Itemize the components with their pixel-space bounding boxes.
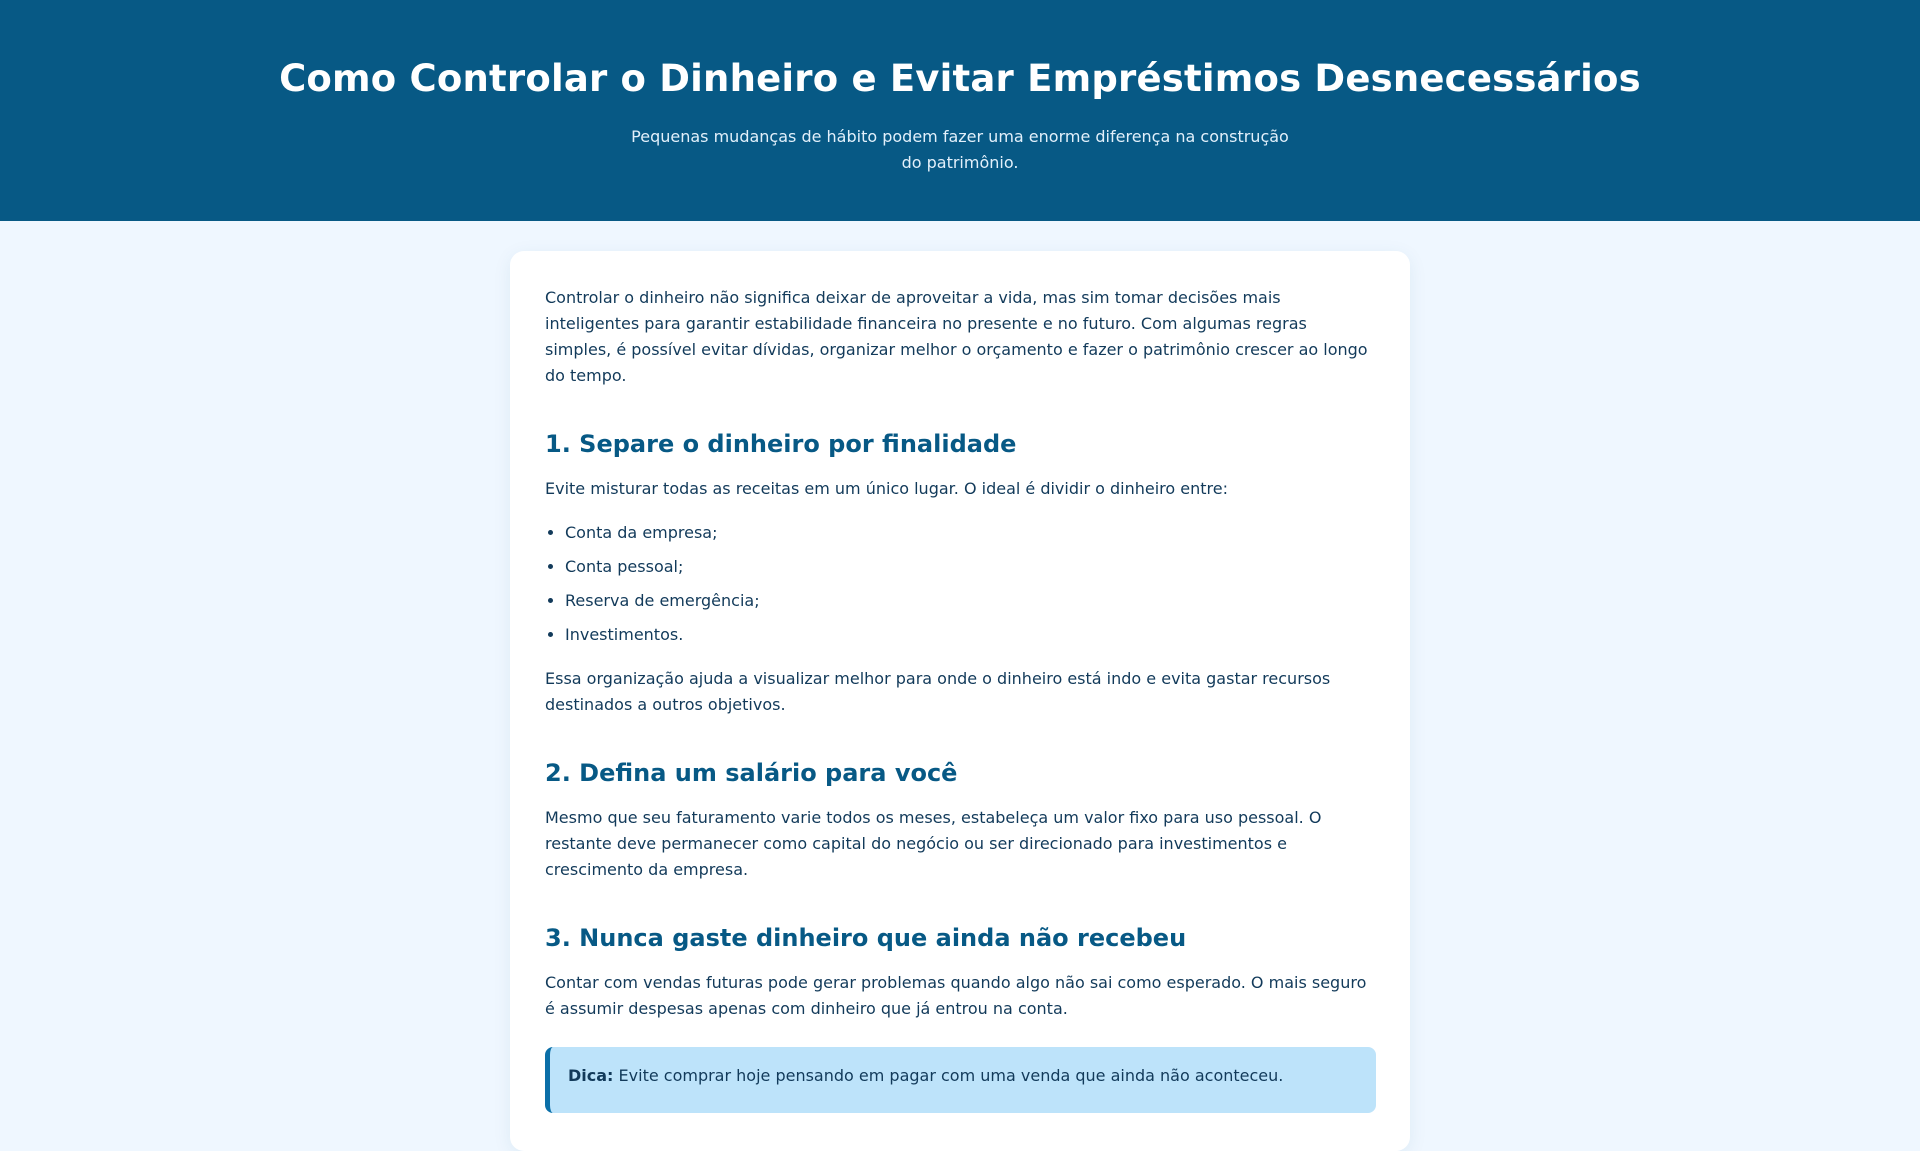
section-1-after: Essa organização ajuda a visualizar melhor para onde o dinheiro está indo e evita gastar recursos destinados a outros objetivos. [545,669,1331,714]
allocation-list [545,516,1376,652]
page-title: Como Controlar o Dinheiro e Evitar Empréstimos Desnecessários [279,57,1641,100]
tip-callout [545,1047,1376,1113]
section-2-title: 2. Defina um salário para você [545,759,958,787]
subtitle-line-1: Pequenas mudanças de hábito podem fazer uma enorme diferença na construção [631,127,1289,146]
tip-text: Evite comprar hoje pensando em pagar com uma venda que ainda não aconteceu. [613,1066,1284,1085]
tip-label: Dica: [568,1066,614,1085]
list-item: • Investimentos. [565,618,1376,652]
list-item: • Conta da empresa; [565,516,1376,550]
section-3-lead: Contar com vendas futuras pode gerar problemas quando algo não sai como esperado. O mais seguro é assumir despesas apenas com dinheiro que já entrou na conta. [545,973,1367,1018]
section-3-title: 3. Nunca gaste dinheiro que ainda não recebeu [545,924,1187,952]
intro-paragraph: Controlar o dinheiro não significa deixar de aproveitar a vida, mas sim tomar decisões mais inteligentes para garantir estabilidade financeira no presente e no futuro. Com algumas regras simples, é possível evitar dívidas, organizar melhor o orçamento e fazer o patrimônio crescer ao longo do tempo. [545,288,1368,385]
section-1-lead: Evite misturar todas as receitas em um único lugar. O ideal é dividir o dinheiro entre: [545,479,1228,498]
subtitle-line-2: do patrimônio. [901,153,1019,172]
list-item: • Conta pessoal; [565,550,1376,584]
page-header [0,0,1920,221]
list-item: • Reserva de emergência; [565,584,1376,618]
section-1-title: 1. Separe o dinheiro por finalidade [545,430,1017,458]
page-subtitle [630,124,1290,176]
article-card [510,251,1410,1151]
section-2-lead: Mesmo que seu faturamento varie todos os meses, estabeleça um valor fixo para uso pessoal. O restante deve permanecer como capital do negócio ou ser direcionado para investimentos e crescimento da empresa. [545,808,1322,879]
